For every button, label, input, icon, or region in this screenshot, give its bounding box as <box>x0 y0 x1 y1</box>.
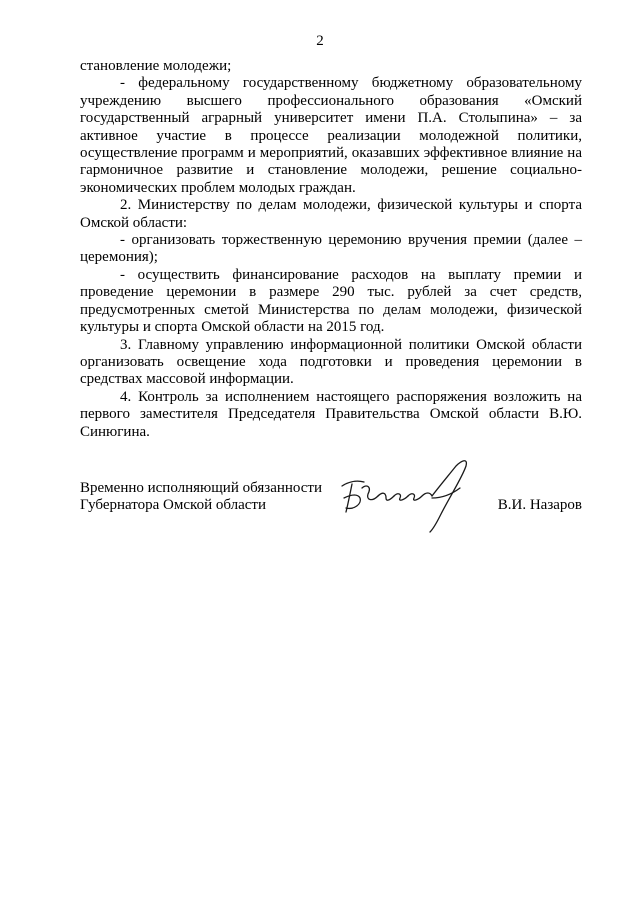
signatory-title <box>80 480 322 515</box>
handwritten-signature <box>338 458 498 538</box>
page-number: 2 <box>316 33 324 49</box>
paragraph-ministry: 2. Министерству по делам молодежи, физической культуры и спорта Омской области: <box>80 197 582 231</box>
paragraph-information-policy: 3. Главному управлению информационной политики Омской области организовать освещение хода подготовки и проведения церемонии в средствах массовой информации. <box>80 336 582 388</box>
signature-block <box>80 480 582 560</box>
paragraph-continuation: становление молодежи; <box>80 58 232 74</box>
signatory-title-line-1: Временно исполняющий обязанности <box>80 480 323 496</box>
signatory-name: В.И. Назаров <box>497 497 582 513</box>
paragraph-control: 4. Контроль за исполнением настоящего распоряжения возложить на первого заместителя Председателя Правительства Омской области В.Ю. Синюгина. <box>80 388 582 440</box>
paragraph-financing: - осуществить финансирование расходов на выплату премии и проведение церемонии в размере 290 тыс. рублей за счет средств, предусмотренных сметой Министерства по делам молодежи, физической культуры и спорта Омской области на 2015 год. <box>80 266 582 336</box>
signatory-title-line-2: Губернатора Омской области <box>80 497 266 514</box>
paragraph-organize-ceremony: - организовать торжественную церемонию вручения премии (далее – церемония); <box>80 232 582 266</box>
document-body <box>80 58 582 441</box>
paragraph-university: - федеральному государственному бюджетному образовательному учреждению высшего профессионального образования «Омский государственный аграрный университет имени П.А. Столыпина» – за активное участие в процессе реализации молодежной политики, осуществление программ и мероприятий, оказавших эффективное влияние на гармоничное развитие и становление молодежи, решение социально-экономических проблем молодых граждан. <box>80 75 582 196</box>
